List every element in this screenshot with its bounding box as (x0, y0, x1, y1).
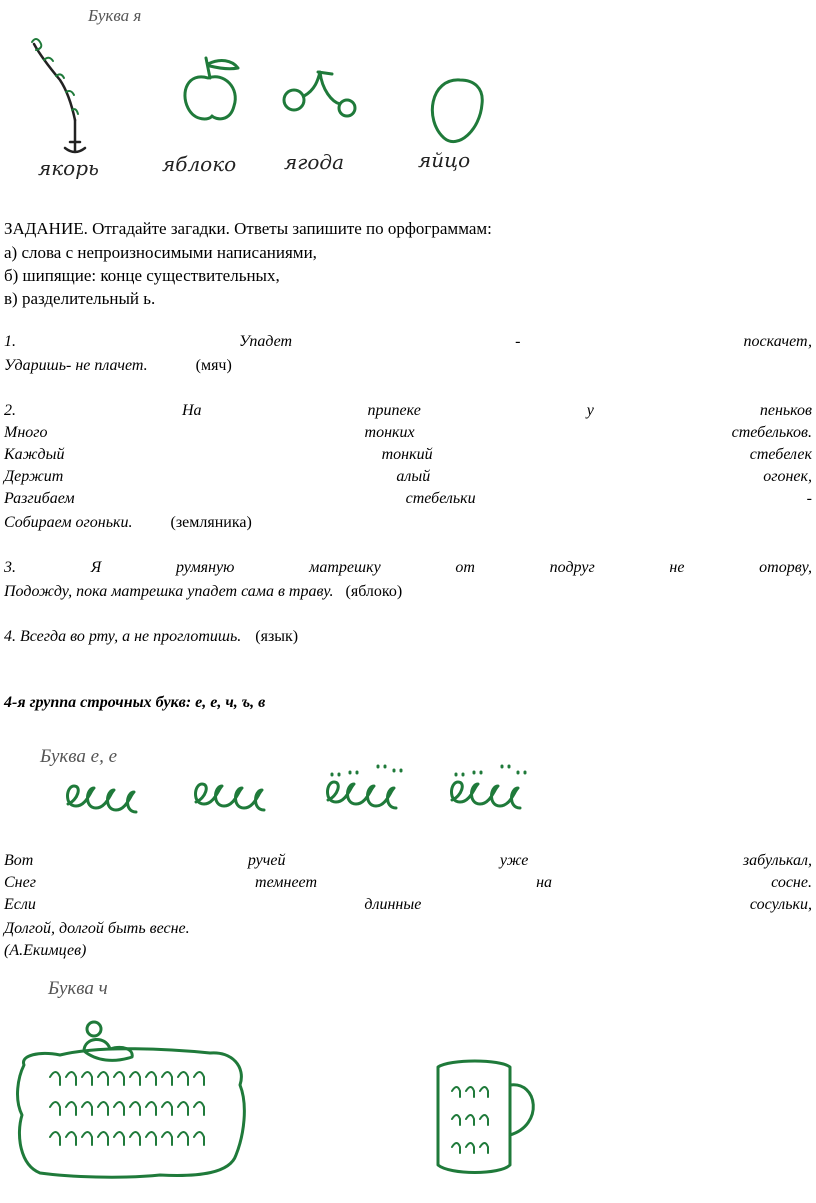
caption-egg: яйцо (418, 148, 471, 172)
letter-title-ch: Буква ч (48, 978, 108, 999)
riddle-2-line-5: Разгибаем стебельки - (4, 490, 812, 507)
riddle-1-last: Ударишь- не плачет. (мяч) (4, 357, 232, 374)
letter-title-e: Буква е, е (40, 746, 118, 767)
cursive-yo-group-2 (452, 766, 526, 808)
anchor-icon (32, 39, 85, 152)
caption-apple: яблоко (162, 152, 237, 176)
cursive-yo-group-1 (328, 766, 402, 808)
riddle-3-last: Подожду, пока матрешка упадет сама в траву. (яблоко) (4, 583, 403, 600)
caption-anchor: якорь (38, 156, 99, 180)
poem-author: (А.Екимцев) (4, 942, 87, 959)
cursive-e-sample (60, 760, 580, 830)
cursive-e-group-2 (196, 784, 265, 810)
riddle-2-line-3: Каждый тонкий стебелек (4, 446, 812, 463)
task-item-c: в) разделительный ь. (4, 289, 156, 308)
task-item-a: а) слова с непроизносимыми написаниями, (4, 243, 317, 262)
riddle-4: 4. Всегда во рту, а не проглотишь. (язык) (4, 628, 299, 645)
task-heading: ЗАДАНИЕ. Отгадайте загадки. Ответы запишите по орфограммам: (4, 219, 492, 238)
letter-title-ya: Буква я (88, 6, 142, 25)
poem-last: Долгой, долгой быть весне. (4, 920, 190, 937)
riddle-1-line-1: 1. Упадет - поскачет, (4, 333, 812, 350)
caption-berry: ягода (284, 150, 344, 174)
ch-illustrations (10, 1015, 570, 1195)
mug-icon (438, 1061, 533, 1173)
riddle-3-line-1: 3. Я румяную матрешку от подруг не оторву, (4, 559, 812, 576)
poem-line-1: Вот ручей уже забулькал, (4, 852, 812, 869)
riddle-2-last: Собираем огоньки. (земляника) (4, 514, 252, 531)
apple-icon (185, 58, 238, 119)
riddle-2-line-2: Много тонких стебельков. (4, 424, 812, 441)
egg-icon (432, 80, 482, 142)
cursive-e-group-1 (68, 786, 137, 812)
poem-line-2: Снег темнеет на сосне. (4, 874, 812, 891)
nest-icon (18, 1022, 245, 1177)
riddle-1-answer: (мяч) (195, 357, 232, 374)
group-title: 4-я группа строчных букв: е, е, ч, ъ, в (4, 694, 266, 711)
poem-line-3: Если длинные сосульки, (4, 896, 812, 913)
riddle-2-line-1: 2. На припеке у пеньков (4, 402, 812, 419)
riddle-4-answer: (язык) (255, 628, 299, 645)
task-item-b: б) шипящие: конце существительных, (4, 266, 280, 285)
cursive-ch-rows (50, 1072, 204, 1145)
riddle-3-answer: (яблоко) (345, 583, 403, 600)
berry-icon (284, 72, 355, 116)
riddle-2-answer: (земляника) (170, 514, 252, 531)
riddle-2-line-4: Держит алый огонек, (4, 468, 812, 485)
